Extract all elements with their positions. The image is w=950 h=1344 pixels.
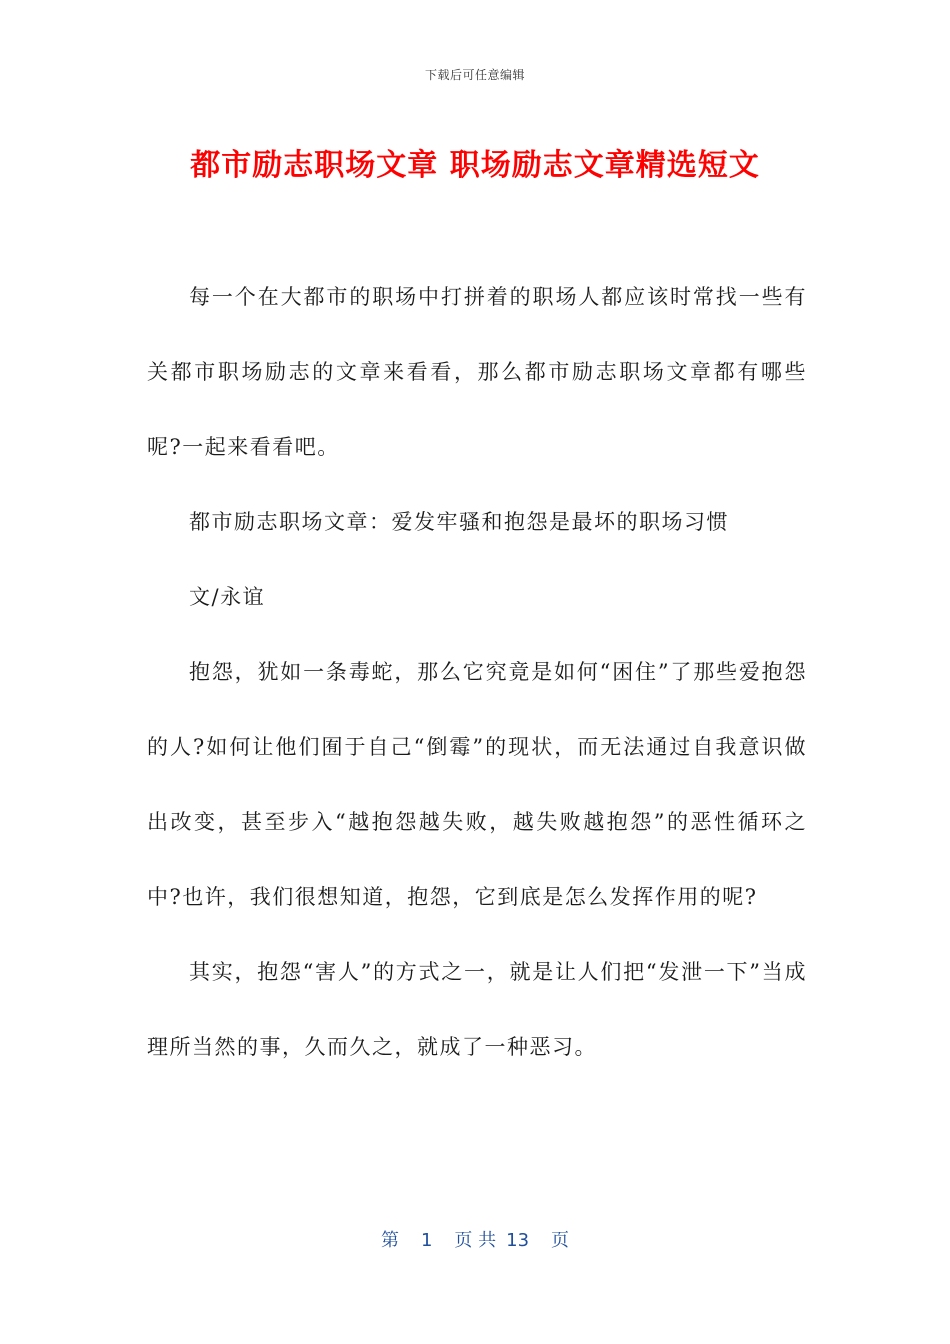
document-body	[147, 260, 807, 1085]
paragraph-article-heading: 都市励志职场文章：爱发牢骚和抱怨是最坏的职场习惯	[189, 510, 729, 534]
paragraph-intro: 每一个在大都市的职场中打拼着的职场人都应该时常找一些有关都市职场励志的文章来看看，那么都市励志职场文章都有哪些呢?一起来看看吧。	[147, 285, 807, 459]
footer-current-page: 1	[420, 1230, 433, 1251]
document-title: 都市励志职场文章 职场励志文章精选短文	[190, 148, 760, 183]
footer-middle: 页 共	[454, 1230, 497, 1251]
paragraph-author: 文/永谊	[189, 585, 266, 609]
paragraph-body-1: 抱怨，犹如一条毒蛇，那么它究竟是如何“困住”了那些爱抱怨的人?如何让他们囿于自己“倒霉”的现状，而无法通过自我意识做出改变，甚至步入“越抱怨越失败，越失败越抱怨”的恶性循环之中?也许，我们很想知道，抱怨，它到底是怎么发挥作用的呢?	[147, 660, 807, 909]
footer-suffix: 页	[551, 1230, 570, 1251]
page-footer	[0, 1226, 950, 1252]
footer-total-pages: 13	[506, 1230, 530, 1251]
footer-prefix: 第	[380, 1230, 399, 1251]
header-note: 下载后可任意编辑	[424, 68, 525, 82]
paragraph-body-2: 其实，抱怨“害人”的方式之一，就是让人们把“发泄一下”当成理所当然的事，久而久之，就成了一种恶习。	[147, 960, 807, 1059]
